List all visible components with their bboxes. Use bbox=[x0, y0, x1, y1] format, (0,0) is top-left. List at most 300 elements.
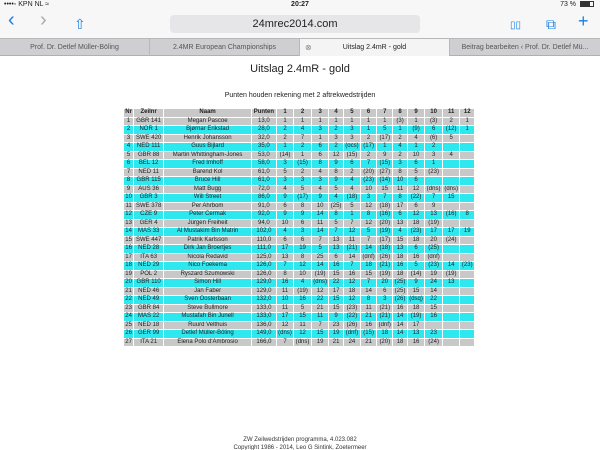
table-cell: Guus Bijlard bbox=[164, 143, 252, 152]
table-cell: 1 bbox=[393, 126, 407, 135]
table-cell: 6 bbox=[425, 126, 443, 135]
table-cell: 19 bbox=[425, 270, 443, 279]
table-cell bbox=[442, 219, 460, 228]
table-cell: 15 bbox=[329, 270, 343, 279]
table-cell: 2 bbox=[361, 134, 377, 143]
table-cell: 8 bbox=[361, 211, 377, 220]
table-cell bbox=[442, 168, 460, 177]
table-cell: 6 bbox=[407, 202, 425, 211]
table-cell: ITA 63 bbox=[134, 253, 164, 262]
table-cell: 12 bbox=[343, 296, 360, 305]
table-cell: (14) bbox=[377, 177, 393, 186]
table-cell: (dnf) bbox=[343, 330, 360, 339]
table-cell: 4 bbox=[276, 185, 294, 194]
table-cell: SWE 378 bbox=[134, 202, 164, 211]
table-cell: (16) bbox=[377, 211, 393, 220]
table-cell: 32,0 bbox=[252, 134, 277, 143]
table-cell: 6 bbox=[294, 236, 312, 245]
table-cell: 1 bbox=[329, 117, 343, 126]
table-cell: 15 bbox=[393, 236, 407, 245]
table-row bbox=[124, 228, 475, 237]
table-cell: 3 bbox=[124, 134, 134, 143]
table-cell: 6 bbox=[377, 287, 393, 296]
table-cell: NED 46 bbox=[134, 287, 164, 296]
table-cell: 28,0 bbox=[252, 126, 277, 135]
table-cell: (23) bbox=[361, 177, 377, 186]
table-cell: 1 bbox=[124, 117, 134, 126]
table-cell: 2 bbox=[294, 143, 312, 152]
column-header: 3 bbox=[311, 109, 329, 118]
table-cell: GER 4 bbox=[134, 219, 164, 228]
table-cell bbox=[442, 304, 460, 313]
table-cell: (14) bbox=[407, 270, 425, 279]
table-cell bbox=[442, 330, 460, 339]
table-cell: NED 29 bbox=[134, 262, 164, 271]
browser-toolbar bbox=[0, 10, 600, 38]
table-cell: 7 bbox=[294, 134, 312, 143]
reader-icon[interactable]: ▯▯ bbox=[510, 20, 522, 31]
table-cell: Bruce Hill bbox=[164, 177, 252, 186]
table-cell: Megan Pascoe bbox=[164, 117, 252, 126]
tab-european-championships[interactable]: 2.4MR European Championships bbox=[150, 39, 300, 56]
table-cell: 14 bbox=[425, 287, 443, 296]
table-cell: 10 bbox=[294, 270, 312, 279]
table-cell: 5 bbox=[329, 185, 343, 194]
table-cell bbox=[460, 168, 475, 177]
table-cell: 6 bbox=[407, 245, 425, 254]
table-cell: 25 bbox=[125, 321, 132, 328]
table-cell bbox=[460, 321, 475, 330]
table-cell: 19 bbox=[460, 228, 475, 237]
table-cell: 19 bbox=[329, 330, 343, 339]
table-cell: 5 bbox=[361, 228, 377, 237]
table-cell: 8 bbox=[311, 160, 329, 169]
table-cell bbox=[442, 202, 460, 211]
table-cell: 22 bbox=[425, 296, 443, 305]
footer-program: ZW Zeilwedstrijden programma, 4.023.082 bbox=[243, 437, 357, 443]
battery-status bbox=[560, 0, 594, 10]
table-cell bbox=[460, 270, 475, 279]
table-cell bbox=[425, 321, 443, 330]
table-cell: 1 bbox=[343, 211, 360, 220]
table-cell: 14 bbox=[343, 253, 360, 262]
table-cell: 13 bbox=[393, 245, 407, 254]
table-cell: POL 2 bbox=[134, 270, 164, 279]
table-cell: Steve Bullmore bbox=[164, 304, 252, 313]
table-cell: 4 bbox=[407, 134, 425, 143]
table-cell: 61,0 bbox=[252, 177, 277, 186]
table-cell: 12 bbox=[407, 185, 425, 194]
table-cell: 5 bbox=[311, 245, 329, 254]
table-cell: 8 bbox=[393, 168, 407, 177]
forward-icon[interactable]: › bbox=[40, 9, 47, 31]
table-cell: 91,0 bbox=[252, 202, 277, 211]
table-row bbox=[124, 194, 475, 203]
table-cell: 13 bbox=[125, 219, 132, 226]
table-cell: (20) bbox=[377, 338, 393, 347]
table-cell: 15 bbox=[361, 270, 377, 279]
table-row bbox=[124, 338, 475, 347]
table-cell: (21) bbox=[377, 313, 393, 322]
table-cell: (23) bbox=[407, 228, 425, 237]
table-cell: 21 bbox=[361, 313, 377, 322]
table-cell: 17 bbox=[276, 245, 294, 254]
footer-copyright: Copyright 1986 - 2014, Leo G Sintink, Zoetermeer bbox=[233, 445, 367, 450]
table-cell: 14 bbox=[361, 287, 377, 296]
table-row bbox=[124, 134, 475, 143]
table-cell: 16 bbox=[329, 262, 343, 271]
table-cell: 4 bbox=[276, 228, 294, 237]
table-row bbox=[124, 304, 475, 313]
table-cell: 18 bbox=[407, 219, 425, 228]
table-row bbox=[124, 185, 475, 194]
table-cell: 132,0 bbox=[252, 296, 277, 305]
table-cell: 1 bbox=[294, 151, 312, 160]
table-cell: 12 bbox=[294, 262, 312, 271]
table-cell: 17 bbox=[425, 228, 443, 237]
table-row bbox=[124, 202, 475, 211]
table-cell: 1 bbox=[311, 117, 329, 126]
table-cell: BEL 12 bbox=[134, 160, 164, 169]
table-cell: 9 bbox=[124, 185, 134, 194]
table-cell: (12) bbox=[442, 126, 460, 135]
table-cell: (dsq) bbox=[409, 296, 423, 303]
table-cell: 5 bbox=[442, 134, 460, 143]
table-cell: 2 bbox=[276, 126, 294, 135]
table-cell: (19) bbox=[294, 287, 312, 296]
table-cell: Will Street bbox=[164, 194, 252, 203]
table-cell: 2 bbox=[329, 126, 343, 135]
table-cell: 17 bbox=[393, 202, 407, 211]
table-cell: 15 bbox=[311, 330, 329, 339]
table-cell: 92,0 bbox=[252, 211, 277, 220]
table-cell bbox=[442, 287, 460, 296]
table-cell: (27) bbox=[377, 168, 393, 177]
column-header: Nr bbox=[125, 109, 132, 116]
table-cell: 16 bbox=[393, 262, 407, 271]
table-cell: 2 bbox=[343, 168, 360, 177]
table-cell: 22 bbox=[311, 296, 329, 305]
table-cell bbox=[460, 296, 475, 305]
table-cell: 23 bbox=[125, 304, 132, 311]
table-cell: (17) bbox=[377, 134, 393, 143]
page-footer bbox=[0, 436, 600, 450]
table-cell: 7 bbox=[276, 262, 294, 271]
table-cell: 10 bbox=[393, 177, 407, 186]
table-cell: 4 bbox=[343, 177, 360, 186]
table-cell: Nicola Redavid bbox=[164, 253, 252, 262]
table-cell: 2 bbox=[124, 126, 134, 135]
table-cell: 126,0 bbox=[252, 262, 277, 271]
table-cell: Per Ahrbom bbox=[164, 202, 252, 211]
table-cell: 11 bbox=[276, 304, 294, 313]
close-tab-icon[interactable]: ⊗ bbox=[305, 43, 312, 52]
tab-beitrag-bearbeiten[interactable]: Beitrag bearbeiten ‹ Prof. Dr. Detlef Mü... bbox=[461, 44, 589, 51]
table-cell: 6 bbox=[407, 160, 425, 169]
table-cell: 14 bbox=[311, 211, 329, 220]
back-icon[interactable]: ‹ bbox=[8, 9, 15, 31]
table-cell: 21 bbox=[329, 338, 343, 347]
table-cell: 3 bbox=[294, 228, 312, 237]
table-cell: Peter Cermak bbox=[164, 211, 252, 220]
table-cell: 20 bbox=[125, 279, 132, 286]
table-cell: 3 bbox=[276, 160, 294, 169]
table-cell: 2 bbox=[393, 151, 407, 160]
table-cell: 1 bbox=[361, 126, 377, 135]
table-cell bbox=[460, 253, 475, 262]
table-cell: 2 bbox=[393, 134, 407, 143]
table-cell: 3 bbox=[329, 134, 343, 143]
table-row bbox=[124, 262, 475, 271]
table-cell: 18 bbox=[407, 304, 425, 313]
table-row bbox=[124, 211, 475, 220]
table-cell: 12 bbox=[361, 219, 377, 228]
wifi-icon: ≈ bbox=[45, 1, 50, 8]
column-header: 6 bbox=[361, 109, 377, 118]
table-cell bbox=[442, 321, 460, 330]
table-cell: (26) bbox=[394, 296, 406, 303]
table-cell: 27 bbox=[125, 338, 132, 345]
table-cell bbox=[425, 177, 443, 186]
table-cell bbox=[460, 134, 475, 143]
carrier-name: KPN NL bbox=[18, 1, 44, 8]
table-cell: Mustafah Bin Junell bbox=[164, 313, 252, 322]
table-cell: 3 bbox=[377, 296, 393, 305]
table-cell: 8 bbox=[294, 253, 312, 262]
table-cell: 9 bbox=[329, 177, 343, 186]
column-header: 2 bbox=[294, 109, 312, 118]
table-cell: 61,0 bbox=[252, 168, 277, 177]
table-cell: 9 bbox=[276, 194, 294, 203]
table-cell: 14 bbox=[361, 245, 377, 254]
table-cell: (26) bbox=[343, 321, 360, 330]
table-cell: 11 bbox=[294, 321, 312, 330]
table-cell: 16 bbox=[393, 304, 407, 313]
column-header: Naam bbox=[164, 109, 252, 118]
table-cell bbox=[460, 338, 475, 347]
table-cell: (25) bbox=[425, 245, 443, 254]
table-cell: 11 bbox=[311, 219, 329, 228]
table-cell: 16 bbox=[425, 313, 443, 322]
table-body bbox=[124, 117, 475, 347]
table-cell: 7 bbox=[311, 236, 329, 245]
table-cell: 18 bbox=[393, 270, 407, 279]
table-cell: Dirk Jan Broertjes bbox=[164, 245, 252, 254]
table-cell: Jan Faber bbox=[164, 287, 252, 296]
table-row bbox=[124, 160, 475, 169]
table-cell: 1 bbox=[407, 143, 425, 152]
table-cell: 4 bbox=[393, 143, 407, 152]
table-cell: 5 bbox=[276, 168, 294, 177]
table-cell: 5 bbox=[377, 126, 393, 135]
table-cell: (dns) bbox=[295, 338, 310, 345]
table-cell: (dns) bbox=[426, 185, 441, 192]
table-row bbox=[124, 270, 475, 279]
table-cell: (18) bbox=[377, 202, 393, 211]
table-cell: 15 bbox=[125, 236, 132, 243]
table-cell bbox=[442, 245, 460, 254]
table-cell: (19) bbox=[311, 270, 329, 279]
table-cell bbox=[460, 304, 475, 313]
table-cell: 16 bbox=[276, 279, 294, 288]
table-cell: 4 bbox=[393, 228, 407, 237]
table-cell: GBR 88 bbox=[134, 151, 164, 160]
tab-uitslag-label: Uitslag 2.4mR - gold bbox=[342, 44, 407, 51]
table-cell bbox=[442, 338, 460, 347]
table-cell: 19 bbox=[294, 245, 312, 254]
table-cell: AUS 36 bbox=[134, 185, 164, 194]
table-cell: 5 bbox=[124, 151, 134, 160]
table-cell: 2 bbox=[329, 143, 343, 152]
column-header: Punten bbox=[252, 109, 277, 118]
table-cell: 5 bbox=[343, 202, 360, 211]
table-cell: Elena Polo d'Ambrosio bbox=[164, 338, 252, 347]
table-cell: Martin Whittingham-Jones bbox=[164, 151, 252, 160]
table-cell: 7 bbox=[124, 168, 134, 177]
table-cell: 129,0 bbox=[252, 279, 277, 288]
table-cell: (20) bbox=[377, 219, 393, 228]
table-cell: 14 bbox=[442, 262, 460, 271]
table-cell: 11 bbox=[311, 313, 329, 322]
table-cell: 1 bbox=[377, 117, 393, 126]
table-cell: 2 bbox=[361, 151, 377, 160]
table-cell: SWE 420 bbox=[134, 134, 164, 143]
table-cell: 4 bbox=[294, 126, 312, 135]
table-cell: (dns) bbox=[444, 185, 458, 192]
table-cell: 1 bbox=[361, 117, 377, 126]
table-cell: 10 bbox=[407, 151, 425, 160]
table-cell bbox=[460, 194, 475, 203]
tab-uitslag-gold[interactable] bbox=[300, 39, 450, 56]
table-cell: 21 bbox=[125, 287, 132, 294]
table-cell: 8 bbox=[393, 194, 407, 203]
table-cell: Sven Oosterbaan bbox=[164, 296, 252, 305]
table-cell: 1 bbox=[294, 117, 312, 126]
table-cell: 15 bbox=[329, 304, 343, 313]
new-tab-icon[interactable]: + bbox=[578, 11, 589, 31]
table-cell: (21) bbox=[343, 245, 360, 254]
address-bar[interactable]: 24mrec2014.com bbox=[170, 15, 420, 33]
table-cell: GBR 141 bbox=[134, 117, 164, 126]
table-cell: 17 bbox=[329, 287, 343, 296]
table-cell: 9 bbox=[407, 279, 425, 288]
table-cell: (3) bbox=[393, 117, 407, 126]
table-cell: 8 bbox=[329, 211, 343, 220]
tabs-icon[interactable]: ⧉ bbox=[546, 16, 556, 32]
table-cell: 1 bbox=[425, 160, 443, 169]
table-cell: (23) bbox=[461, 262, 473, 269]
table-cell: 129,0 bbox=[252, 287, 277, 296]
table-cell bbox=[460, 279, 475, 288]
table-row bbox=[124, 219, 475, 228]
table-cell: CZE 9 bbox=[134, 211, 164, 220]
table-cell: (dnf) bbox=[425, 253, 443, 262]
table-cell: 11 bbox=[343, 236, 360, 245]
table-cell: 3 bbox=[361, 194, 377, 203]
table-row bbox=[124, 236, 475, 245]
table-cell: Ryszard Szumowski bbox=[164, 270, 252, 279]
table-cell: 8 bbox=[361, 296, 377, 305]
table-cell: 4 bbox=[311, 168, 329, 177]
table-cell: GBR 3 bbox=[134, 194, 164, 203]
table-cell: 13,0 bbox=[252, 117, 277, 126]
table-cell: 72,0 bbox=[252, 185, 277, 194]
table-cell: (18) bbox=[343, 194, 360, 203]
table-cell: 18 bbox=[125, 262, 132, 269]
table-cell: 5 bbox=[294, 304, 312, 313]
table-cell: Patrik Karlsson bbox=[164, 236, 252, 245]
table-cell: 7 bbox=[329, 228, 343, 237]
table-cell: 86,0 bbox=[252, 194, 277, 203]
table-cell: 14 bbox=[125, 228, 132, 235]
column-header: 11 bbox=[442, 109, 460, 118]
table-cell: Matt Bugg bbox=[164, 185, 252, 194]
table-row bbox=[124, 126, 475, 135]
table-cell: 94,0 bbox=[252, 219, 277, 228]
table-cell: (22) bbox=[407, 194, 425, 203]
table-cell: 13 bbox=[329, 236, 343, 245]
table-cell: 4 bbox=[329, 194, 343, 203]
table-cell: (15) bbox=[343, 151, 360, 160]
table-cell: (15) bbox=[294, 160, 312, 169]
table-cell: 1 bbox=[276, 117, 294, 126]
table-cell: (20) bbox=[361, 168, 377, 177]
share-icon[interactable]: ⇧ bbox=[74, 16, 86, 32]
table-cell: 6 bbox=[329, 253, 343, 262]
table-cell: 9 bbox=[425, 202, 443, 211]
table-cell: 18 bbox=[407, 236, 425, 245]
table-cell: 58,0 bbox=[252, 160, 277, 169]
table-row bbox=[124, 279, 475, 288]
table-cell: (19) bbox=[377, 228, 393, 237]
table-cell: 16 bbox=[294, 296, 312, 305]
table-row bbox=[124, 143, 475, 152]
table-row bbox=[124, 117, 475, 126]
column-header: Zeilnr bbox=[134, 109, 164, 118]
page-title: Uitslag 2.4mR - gold bbox=[250, 63, 350, 75]
table-cell: 5 bbox=[294, 185, 312, 194]
table-cell: NOR 1 bbox=[134, 126, 164, 135]
table-cell: SWE 447 bbox=[134, 236, 164, 245]
table-cell: 10 bbox=[311, 202, 329, 211]
battery-icon bbox=[580, 1, 594, 7]
table-cell: 12 bbox=[311, 287, 329, 296]
table-cell: 4 bbox=[343, 185, 360, 194]
tab-muller-boling[interactable]: Prof. Dr. Detlef Müller-Böling bbox=[0, 39, 150, 56]
table-cell: 2 bbox=[425, 143, 443, 152]
table-cell bbox=[460, 330, 475, 339]
table-cell: 13 bbox=[276, 253, 294, 262]
table-cell: 10 bbox=[276, 296, 294, 305]
table-cell: NED 28 bbox=[134, 245, 164, 254]
table-cell: 19 bbox=[125, 270, 132, 277]
table-cell: 20 bbox=[377, 279, 393, 288]
column-header: 9 bbox=[407, 109, 425, 118]
table-cell: (3) bbox=[425, 117, 443, 126]
table-cell: 1 bbox=[407, 117, 425, 126]
table-cell: Fred Imhoff bbox=[164, 160, 252, 169]
table-cell: 24 bbox=[425, 279, 443, 288]
status-time: 20:27 bbox=[291, 1, 309, 8]
table-cell: 22 bbox=[125, 296, 132, 303]
table-cell: 14 bbox=[393, 330, 407, 339]
table-cell: 11 bbox=[361, 304, 377, 313]
table-cell: 18 bbox=[393, 338, 407, 347]
table-cell: 8 bbox=[276, 270, 294, 279]
results-table bbox=[123, 108, 475, 347]
table-cell: 11 bbox=[393, 185, 407, 194]
table-cell: 10 bbox=[125, 194, 132, 201]
